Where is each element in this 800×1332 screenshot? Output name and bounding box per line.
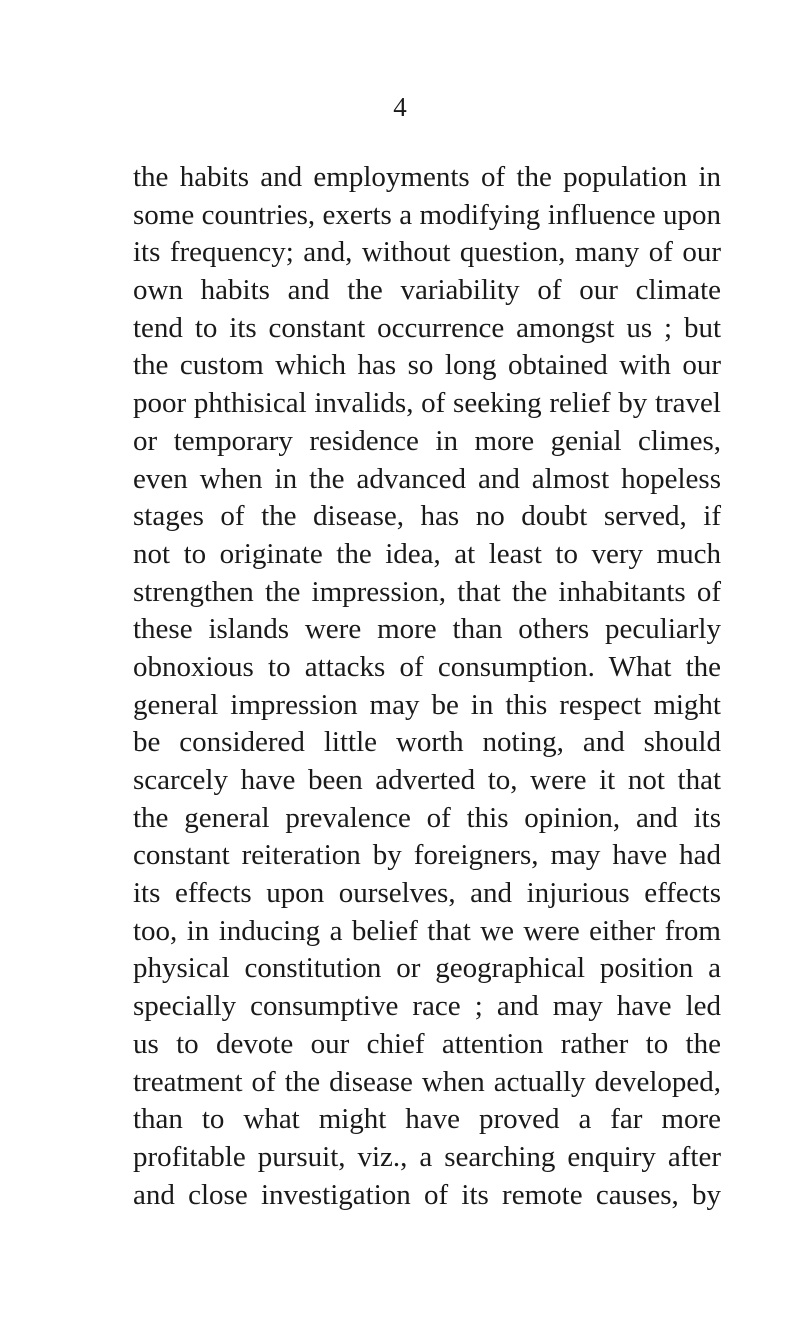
text-line: tend to its constant occurrence amongst us ; but <box>133 311 721 344</box>
text-line: some countries, exerts a modifying influence upon <box>133 198 721 231</box>
text-line: poor phthisical invalids, of seeking relief by travel <box>133 387 721 420</box>
text-line: obnoxious to attacks of consumption. What the <box>133 650 721 683</box>
text-line: and close investigation of its remote causes, by <box>133 1178 721 1211</box>
text-line: too, in inducing a belief that we were either from <box>133 914 721 947</box>
text-line: not to originate the idea, at least to very much <box>133 537 721 570</box>
text-line: the custom which has so long obtained with our <box>133 349 721 382</box>
text-line: specially consumptive race ; and may have led <box>133 990 721 1023</box>
text-line: its effects upon ourselves, and injurious effects <box>133 877 721 910</box>
text-line: us to devote our chief attention rather to the <box>133 1027 721 1060</box>
text-line: own habits and the variability of our climate <box>133 274 721 307</box>
text-line: stages of the disease, has no doubt served, if <box>133 500 721 533</box>
page-number: 4 <box>393 92 407 122</box>
text-line: scarcely have been adverted to, were it not that <box>133 764 721 796</box>
text-line: these islands were more than others peculiarly <box>133 613 721 646</box>
text-line: the general prevalence of this opinion, and its <box>133 801 721 834</box>
text-line: than to what might have proved a far more <box>133 1103 721 1136</box>
text-line: treatment of the disease when actually developed, <box>133 1065 721 1098</box>
text-line: constant reiteration by foreigners, may have had <box>133 839 721 872</box>
text-line: strengthen the impression, that the inhabitants of <box>133 575 721 608</box>
text-line: even when in the advanced and almost hopeless <box>133 462 721 495</box>
text-line: physical constitution or geographical position a <box>133 952 721 985</box>
body-text <box>133 159 721 1214</box>
text-line: the habits and employments of the population in <box>133 161 721 193</box>
text-line: profitable pursuit, viz., a searching enquiry after <box>133 1140 721 1173</box>
text-line: or temporary residence in more genial climes, <box>133 424 721 457</box>
text-line: be considered little worth noting, and should <box>133 726 721 759</box>
text-line: its frequency; and, without question, many of our <box>133 236 721 269</box>
text-line: general impression may be in this respect might <box>133 688 721 721</box>
